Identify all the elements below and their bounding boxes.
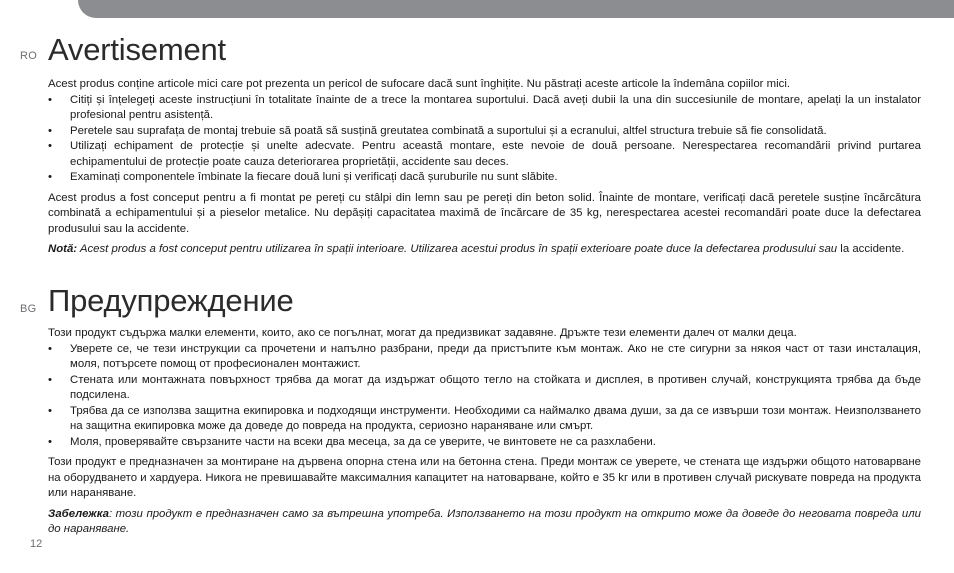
bullet-icon: • — [48, 171, 52, 183]
body-paragraph-ro: Acest produs a fost conceput pentru a fi montat pe pereți cu stâlpi din lemn sau pe pereți din beton solid. Înainte de montare, verificați dacă peretele susține încărcătura combinată a echipamentului și a pieselor metalice. Nu depășiți capacitatea maximă de încărcare de 35 kg, nerespectarea acestei recomandări poate duce la defectarea produsului sau la accidente. — [48, 191, 921, 235]
note-tail-ro: la accidente. — [837, 243, 905, 255]
bullet-icon: • — [48, 404, 52, 417]
list-item: • Моля, проверявайте свързаните части на всеки два месеца, за да се уверите, че винтовете не са разхлабени. — [48, 435, 921, 451]
list-item: • Уверете се, че тези инструкции са прочетени и напълно разбрани, преди да пристъпите към монтаж. Ако не сте сигурни за някоя част от тази инсталация, моля, потърсете помощ от професионален монтажист. — [48, 342, 921, 370]
bullet-icon: • — [48, 124, 52, 137]
bullet-icon: • — [48, 140, 52, 152]
bullet-list-bg — [48, 342, 921, 451]
intro-paragraph-ro: Acest produs conține articole mici care pot prezenta un pericol de sufocare dacă sunt înghițite. Nu păstrați aceste articole la îndemâna copiilor mici. — [48, 78, 791, 90]
note-label-ro: Notă: — [48, 243, 78, 255]
section-ro — [20, 32, 921, 258]
header-band — [78, 0, 954, 18]
list-item: • Examinați componentele îmbinate la fiecare două luni și verificați dacă șuruburile nu sunt slăbite. — [48, 170, 921, 186]
warning-heading-ro: Avertisement — [48, 32, 226, 67]
list-item: • Utilizați echipament de protecție și unelte adecvate. Pentru această montare, este nevoie de două persoane. Nerespectarea recomandării privind purtarea echipamentului de protecție poate cauza deteriorarea proprietății, accidente sau deces. — [48, 140, 921, 168]
page-number: 12 — [30, 538, 43, 550]
bullet-icon: • — [48, 435, 52, 448]
bullet-icon: • — [48, 93, 52, 106]
body-paragraph-bg: Този продукт е предназначен за монтиране на дървена опорна стена или на бетонна стена. Преди монтаж се уверете, че стената ще издържи общото натоварване на оборудването и хардуера. Никога не превишавайте максималния капацитет на натоварване, който е 35 kг или в противен случай рискувате повреда на продукта или нараняване. — [48, 456, 921, 499]
warning-heading-bg: Предупреждение — [48, 283, 294, 318]
list-item: • Трябва да се използва защитна екипировка и подходящи инструменти. Необходими са наймалко двама души, за да се извърши този монтаж. Неизползването на защитна екипировка може да доведе до повреда на продукта, сериозно нараняване или смърт. — [48, 404, 921, 432]
language-code-ro: RO — [20, 50, 38, 62]
bullet-icon: • — [48, 373, 52, 386]
list-item: • Citiți și înțelegeți aceste instrucțiuni în totalitate înainte de a trece la montarea suportului. Dacă aveți dubii la una din succesiunile de montare, apelați la un instalator profesional pentru asistență. — [48, 93, 921, 121]
note-text-bg: : този продукт е предназначен само за вътрешна употреба. Използването на този продукт на открито може да доведе до неговата повреда или до нараняване. — [48, 507, 921, 535]
note-text-ro: Acest produs a fost conceput pentru utilizarea în spații interioare. Utilizarea acestui produs în spații exterioare poate duce la defectarea produsului sau — [77, 243, 838, 255]
list-item: • Peretele sau suprafața de montaj trebuie să poată să susțină greutatea combinată a suportului și a ecranului, altfel structura trebuie să fie consolidată. — [48, 124, 921, 140]
note-paragraph-ro — [48, 242, 921, 258]
list-item: • Стената или монтажната повърхност трябва да могат да издържат общото тегло на стойката и дисплея, в противен случай, конструкцията трябва да бъде подсилена. — [48, 373, 921, 401]
language-code-bg: BG — [20, 303, 37, 315]
intro-paragraph-bg: Този продукт съдържа малки елементи, които, ако се погълнат, могат да предизвикат задавяне. Дръжте тези елементи далеч от малки деца. — [48, 327, 797, 339]
bullet-icon: • — [48, 342, 52, 355]
bullet-list-ro — [48, 93, 921, 186]
note-label-bg: Забележка — [48, 507, 109, 520]
section-bg — [20, 283, 921, 538]
note-paragraph-bg — [48, 507, 921, 538]
